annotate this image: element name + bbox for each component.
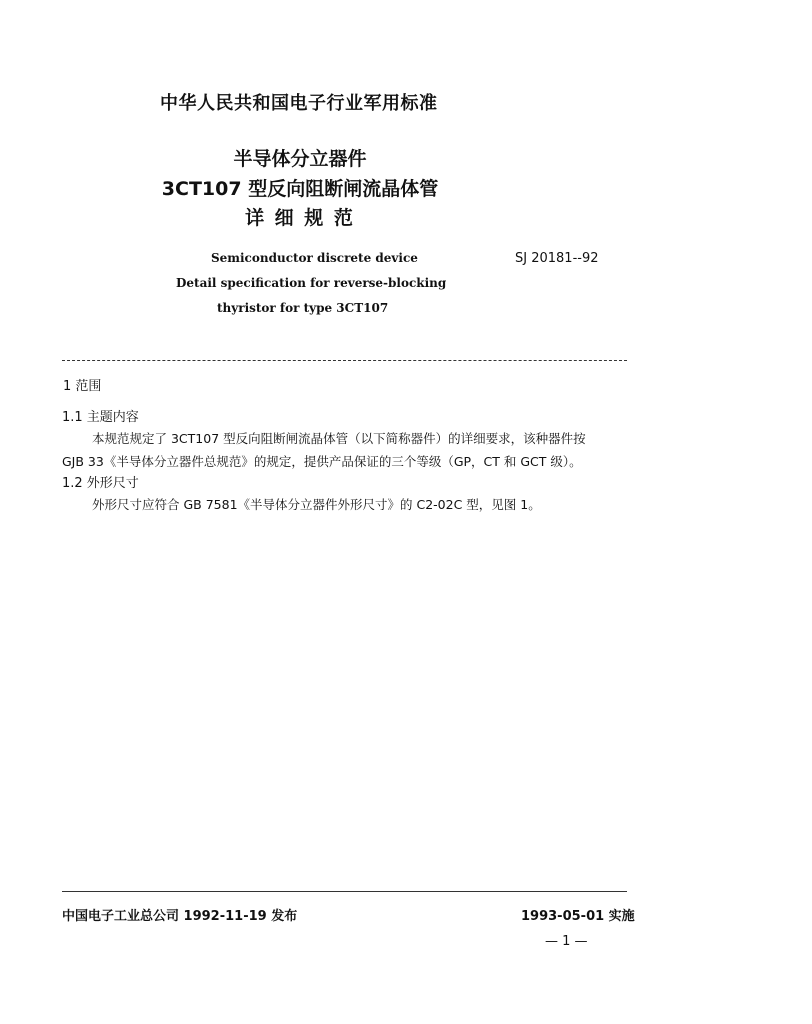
page-number: — 1 — [545, 934, 588, 949]
english-title-line-2: Detail specification for reverse-blocking [176, 276, 447, 290]
standard-header: 中华人民共和国电子行业军用标准 [160, 93, 438, 114]
section-1-1-heading: 1.1 主题内容 [62, 410, 139, 425]
title-line-3: 详 细 规 范 [245, 207, 355, 229]
title-line-1: 半导体分立器件 [233, 148, 367, 170]
title-line-2: 3CT107 型反向阻断闸流晶体管 [161, 178, 439, 200]
footer-divider [62, 891, 627, 892]
english-title-line-1: Semiconductor discrete device [211, 251, 418, 265]
section-1-1-para-line-2: GJB 33《半导体分立器件总规范》的规定，提供产品保证的三个等级（GP，CT 和 GCT 级）。 [62, 454, 582, 469]
section-1-heading: 1 范围 [63, 379, 102, 394]
section-1-1-para-line-1: 本规范规定了 3CT107 型反向阻断闸流晶体管（以下简称器件）的详细要求，该种器件按 [92, 431, 586, 446]
section-1-2-heading: 1.2 外形尺寸 [62, 476, 139, 491]
issue-statement: 中国电子工业总公司 1992-11-19 发布 [62, 909, 298, 924]
section-1-2-para-line-1: 外形尺寸应符合 GB 7581《半导体分立器件外形尺寸》的 C2-02C 型，见图 1。 [92, 497, 541, 512]
standard-number: SJ 20181--92 [515, 251, 599, 266]
effective-date: 1993-05-01 实施 [521, 909, 635, 924]
english-title-line-3: thyristor for type 3CT107 [217, 301, 389, 315]
header-divider [62, 360, 627, 361]
